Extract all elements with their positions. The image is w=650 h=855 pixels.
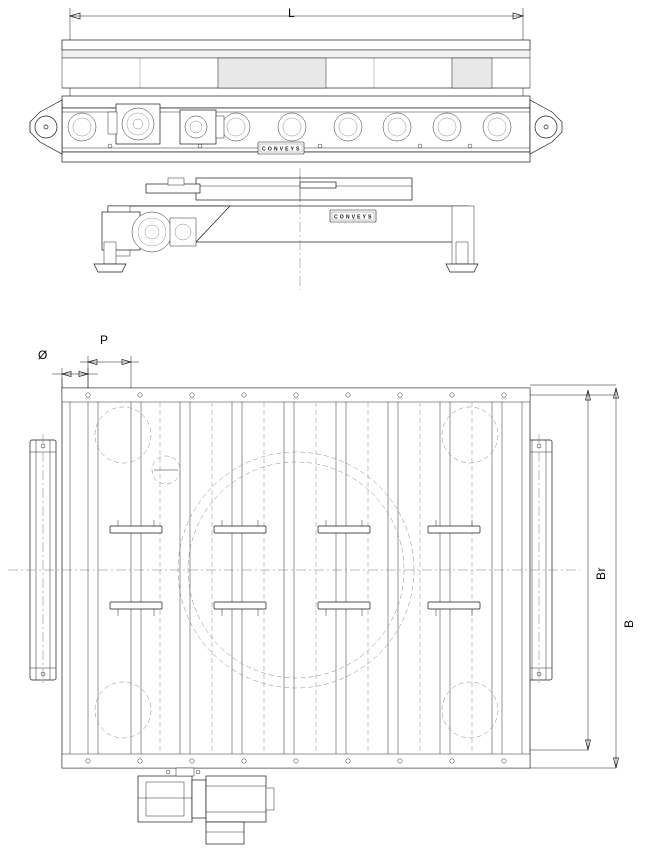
turntable-support-assembly bbox=[94, 176, 478, 272]
conveyor-deck-plan bbox=[62, 388, 530, 768]
dimension-label-B: B bbox=[622, 619, 636, 628]
conveyor-upper-guard bbox=[62, 40, 530, 88]
dimension-label-diameter: Ø bbox=[38, 348, 48, 362]
dimension-label-P: P bbox=[100, 333, 109, 347]
end-pulley-left bbox=[30, 100, 62, 154]
dimension-Br bbox=[586, 390, 591, 750]
brand-logo-upper bbox=[258, 142, 304, 154]
dimension-label-L: L bbox=[288, 6, 296, 20]
svg-text:C O N V E Y S: C O N V E Y S bbox=[334, 214, 372, 221]
dimension-label-Br: Br bbox=[594, 567, 608, 580]
svg-text:C O N V E Y S: C O N V E Y S bbox=[262, 146, 300, 153]
gear-motor-plan bbox=[138, 768, 274, 844]
side-rail-left bbox=[30, 434, 56, 686]
end-pulley-right bbox=[530, 100, 562, 154]
top-plan-view bbox=[0, 330, 650, 850]
side-elevation-view bbox=[0, 0, 650, 310]
